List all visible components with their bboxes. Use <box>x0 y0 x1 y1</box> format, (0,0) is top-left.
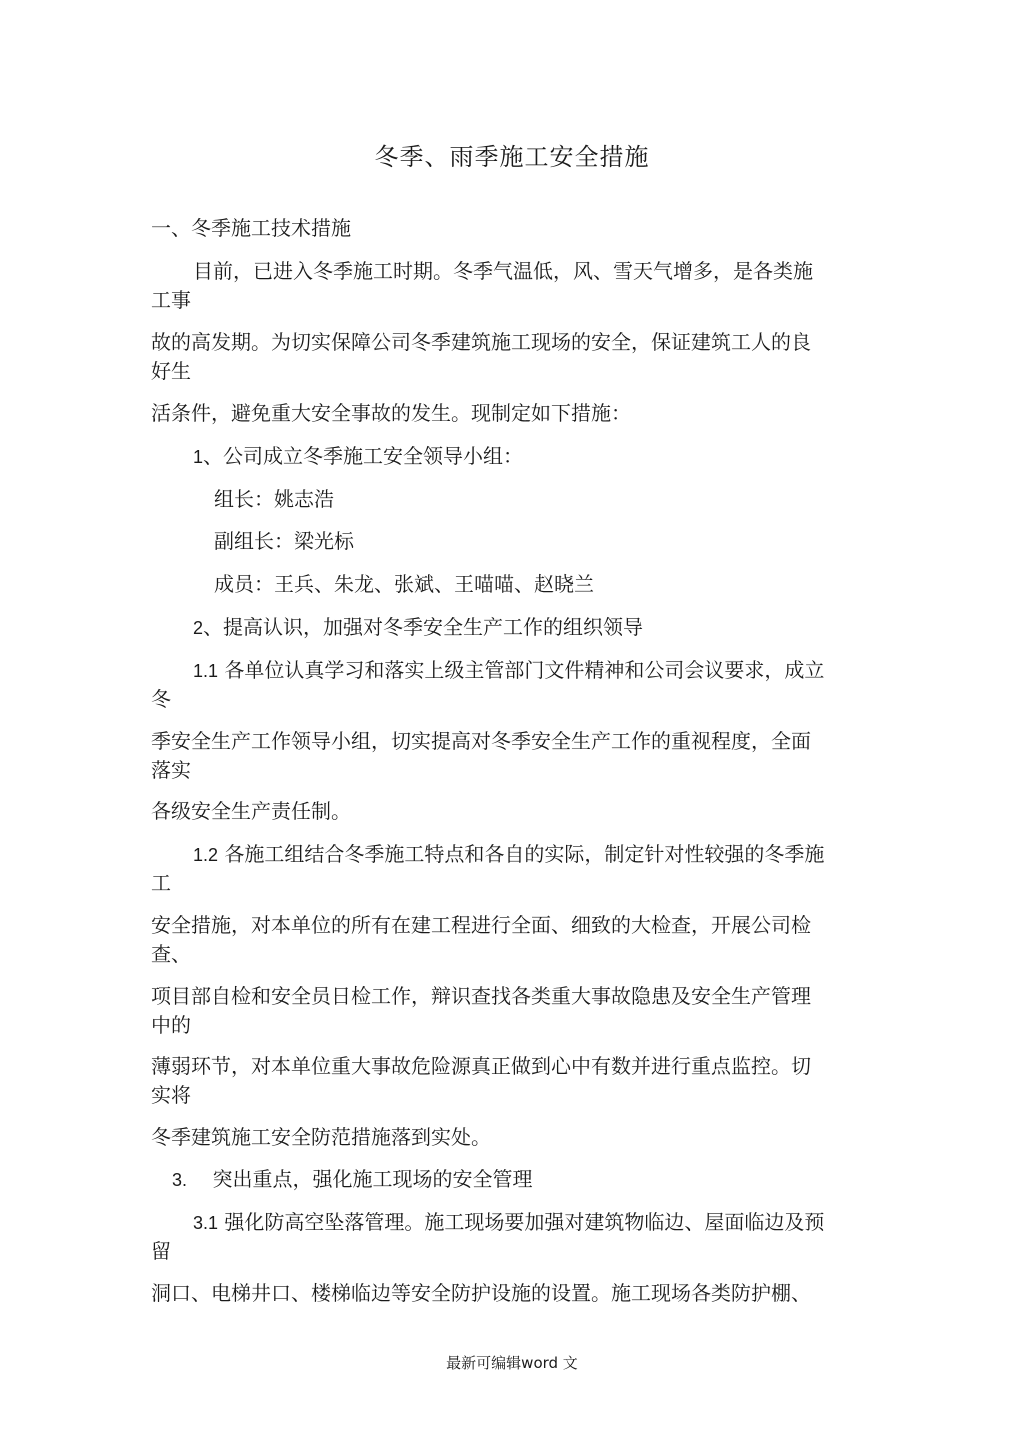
paragraph-line <box>193 1208 824 1237</box>
list-text: 、公司成立冬季施工安全领导小组： <box>203 444 524 468</box>
paragraph-text: 各单位认真学习和落实上级主管部门文件精神和公司会议要求，成立 <box>224 658 825 682</box>
paragraph-line: 好生 <box>151 359 191 383</box>
section-number: 1.2 <box>193 845 219 865</box>
list-item <box>193 613 643 642</box>
paragraph-line: 查、 <box>151 942 191 966</box>
paragraph-line: 中的 <box>151 1013 191 1037</box>
list-text: 、提高认识，加强对冬季安全生产工作的组织领导 <box>203 615 644 639</box>
paragraph-line <box>193 656 824 685</box>
paragraph-line: 留 <box>151 1239 171 1263</box>
paragraph-line: 故的高发期。为切实保障公司冬季建筑施工现场的安全，保证建筑工人的良 <box>151 330 811 354</box>
paragraph-line: 落实 <box>151 758 191 782</box>
list-item <box>172 1165 532 1194</box>
paragraph-line: 冬 <box>151 687 171 711</box>
list-item <box>193 442 523 471</box>
paragraph-line: 工事 <box>151 288 191 312</box>
paragraph-line: 活条件，避免重大安全事故的发生。现制定如下措施： <box>151 401 631 425</box>
paragraph-line: 冬季建筑施工安全防范措施落到实处。 <box>151 1125 491 1149</box>
page-footer: 最新可编辑word 文 <box>446 1354 578 1372</box>
section-number: 1.1 <box>193 661 219 681</box>
paragraph-line: 洞口、电梯井口、楼梯临边等安全防护设施的设置。施工现场各类防护棚、 <box>151 1281 811 1305</box>
members-line: 成员：王兵、朱龙、张斌、王喵喵、赵晓兰 <box>214 572 594 596</box>
paragraph-line: 实将 <box>151 1083 191 1107</box>
leader-line: 组长：姚志浩 <box>214 487 334 511</box>
paragraph-line <box>193 840 824 869</box>
paragraph-line: 各级安全生产责任制。 <box>151 799 351 823</box>
document-title: 冬季、雨季施工安全措施 <box>374 143 650 171</box>
deputy-line: 副组长：梁光标 <box>214 529 354 553</box>
list-text: 突出重点，强化施工现场的安全管理 <box>212 1167 533 1191</box>
list-number: 2 <box>193 618 204 638</box>
list-number: 3. <box>172 1170 188 1190</box>
paragraph-line: 季安全生产工作领导小组，切实提高对冬季安全生产工作的重视程度，全面 <box>151 729 811 753</box>
paragraph-line: 工 <box>151 871 171 895</box>
paragraph-line: 项目部自检和安全员日检工作，辩识查找各类重大事故隐患及安全生产管理 <box>151 984 811 1008</box>
paragraph-text: 各施工组结合冬季施工特点和各自的实际，制定针对性较强的冬季施 <box>224 842 825 866</box>
paragraph-text: 强化防高空坠落管理。施工现场要加强对建筑物临边、屋面临边及预 <box>224 1210 825 1234</box>
paragraph-line: 薄弱环节，对本单位重大事故危险源真正做到心中有数并进行重点监控。切 <box>151 1054 811 1078</box>
section-number: 3.1 <box>193 1213 219 1233</box>
list-number: 1 <box>193 447 204 467</box>
section-heading: 一、冬季施工技术措施 <box>151 216 351 240</box>
paragraph-line: 目前，已进入冬季施工时期。冬季气温低，风、雪天气增多，是各类施 <box>193 259 813 283</box>
paragraph-line: 安全措施，对本单位的所有在建工程进行全面、细致的大检查，开展公司检 <box>151 913 811 937</box>
